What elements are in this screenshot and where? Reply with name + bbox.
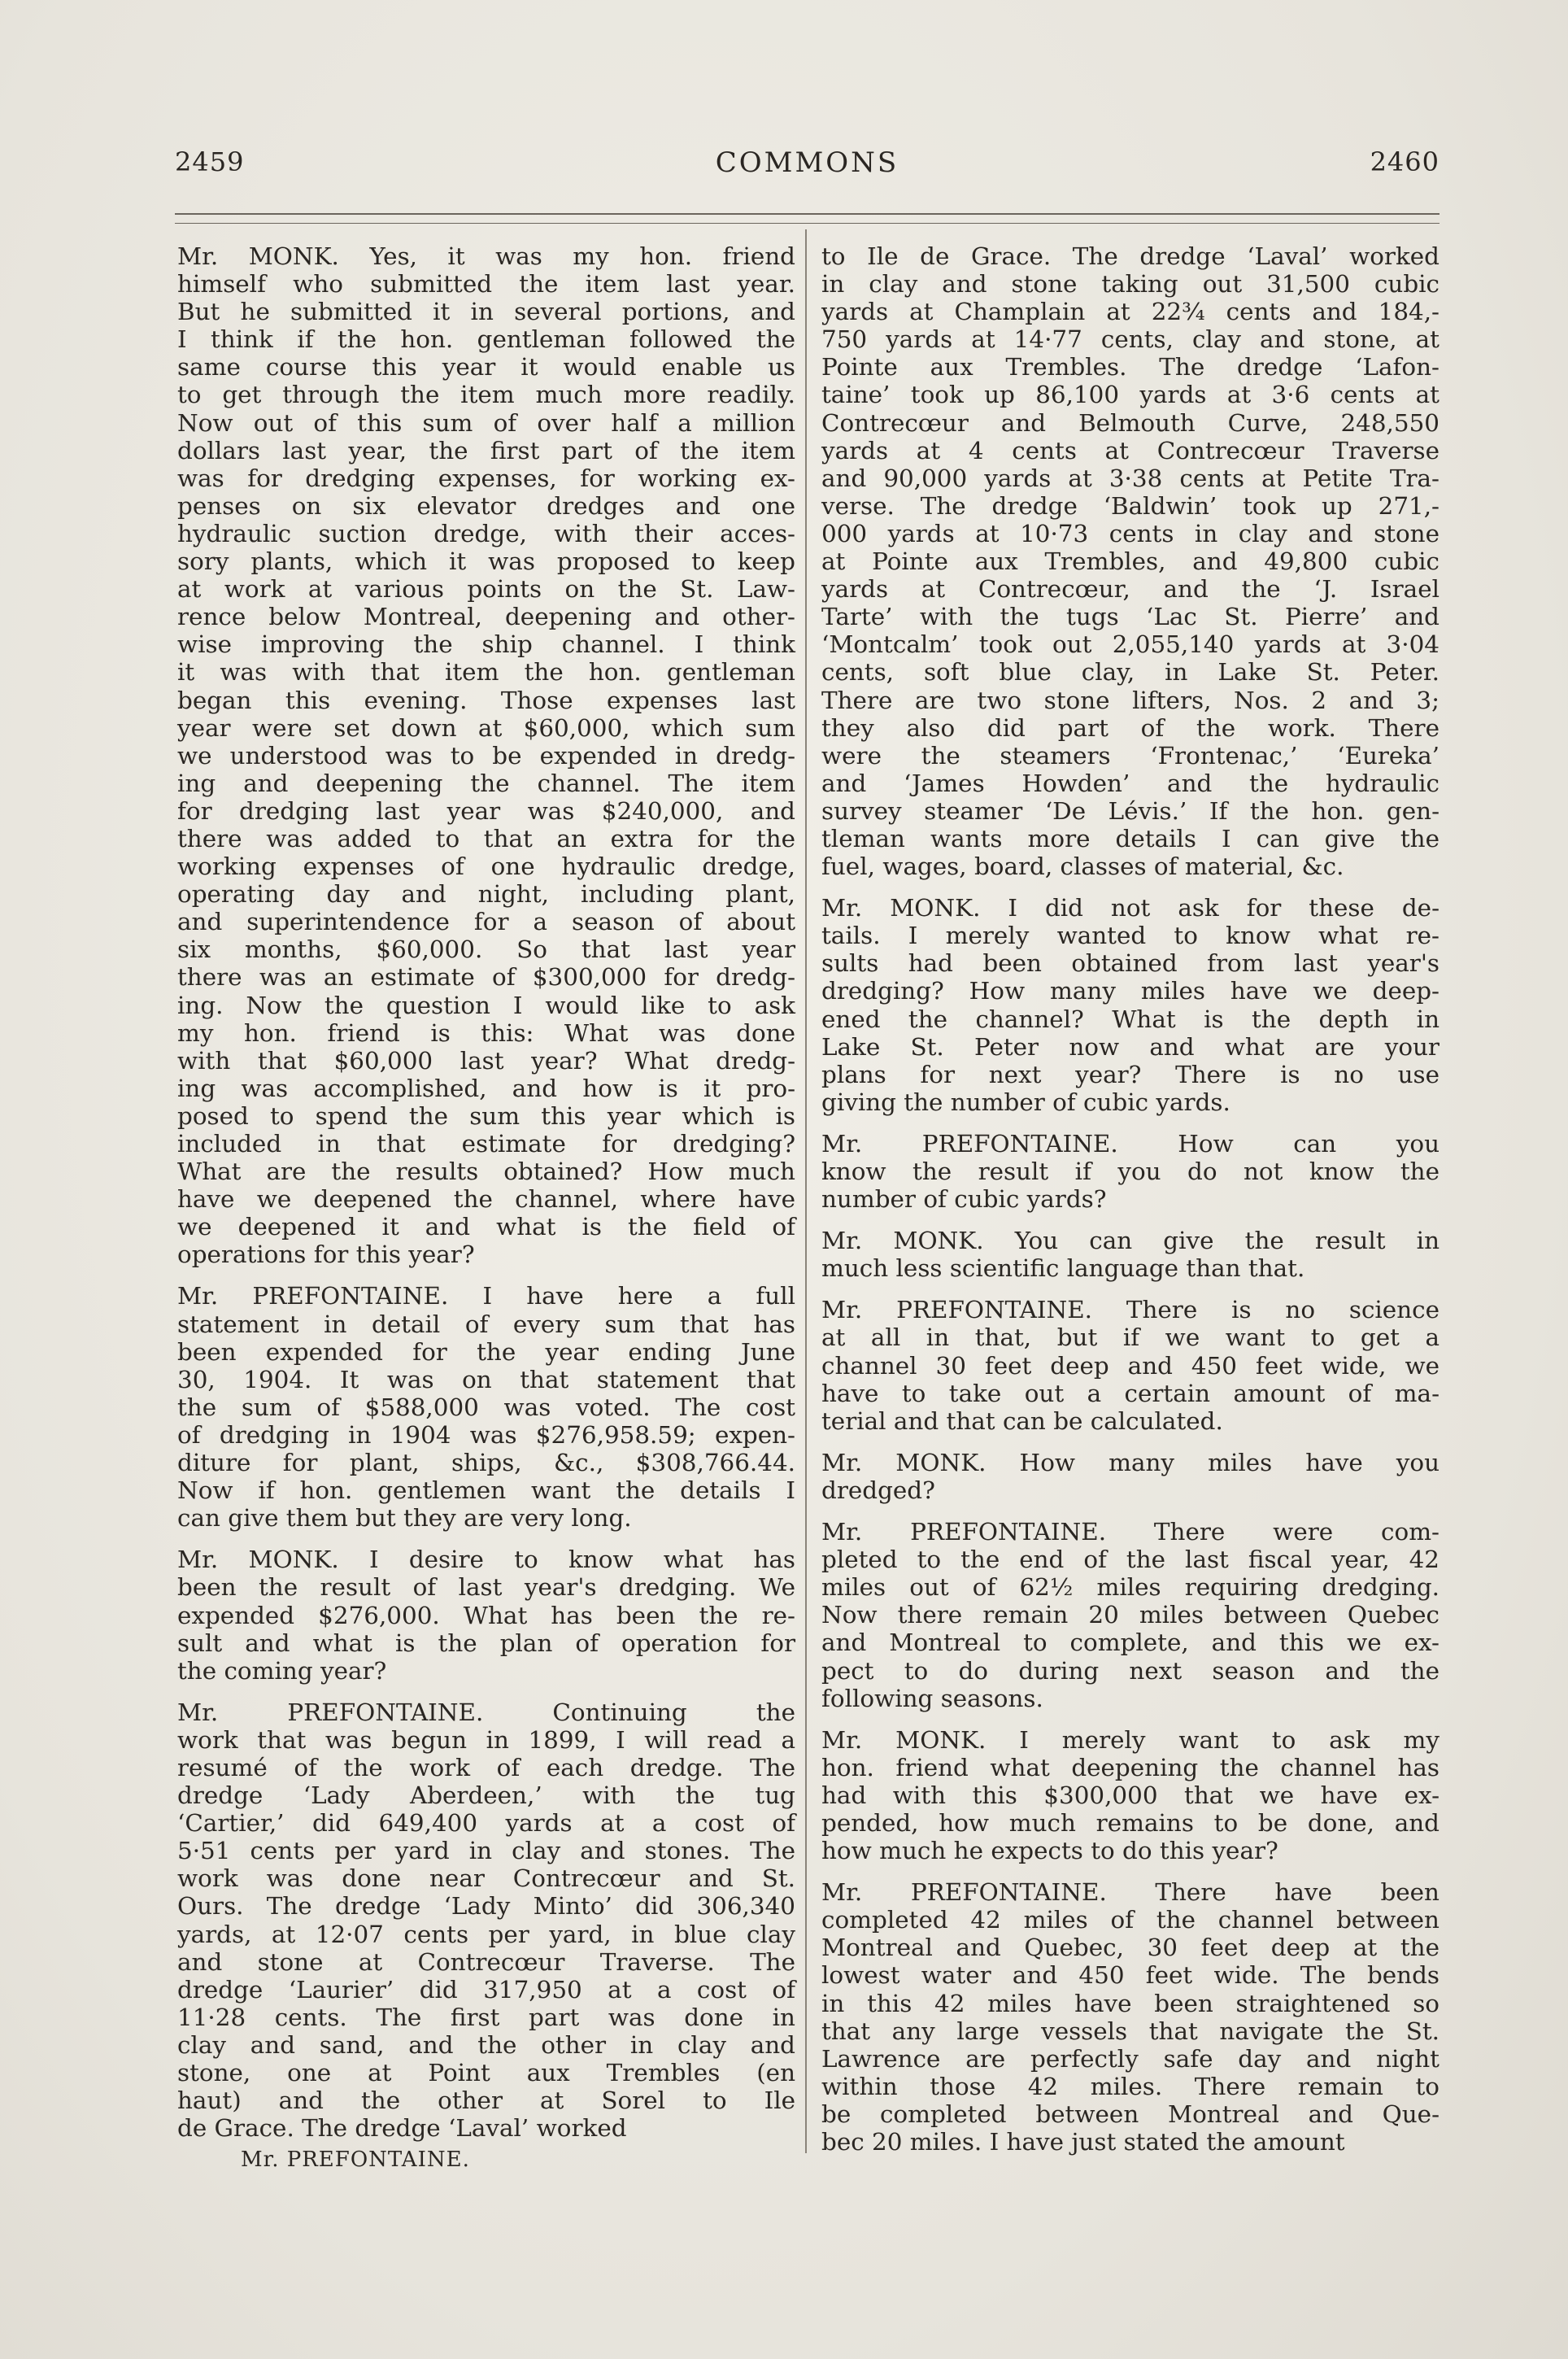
text-line: for dredging last year was $240,000, and xyxy=(177,796,795,825)
page-number-left: 2459 xyxy=(175,146,245,177)
paragraph xyxy=(821,1878,1440,2156)
text-line: Mr. PREFONTAINE. There were com- xyxy=(821,1518,1440,1546)
text-line: Montreal and Quebec, 30 feet deep at the xyxy=(821,1934,1440,1962)
text-line: Mr. PREFONTAINE. I have here a full xyxy=(177,1282,795,1310)
text-line: and 90,000 yards at 3·38 cents at Petite Tra- xyxy=(821,464,1440,492)
paragraph xyxy=(821,1726,1440,1864)
text-line: my hon. friend is this: What was done xyxy=(177,1018,795,1047)
text-line: verse. The dredge ‘Baldwin’ took up 271,- xyxy=(821,491,1440,520)
text-line: year were set down at $60,000, which sum xyxy=(177,713,795,742)
paragraph xyxy=(821,894,1440,1116)
paragraph xyxy=(177,242,795,1268)
column-divider xyxy=(805,229,807,2153)
text-line: were the steamers ‘Frontenac,’ ‘Eureka’ xyxy=(821,741,1440,770)
right-column xyxy=(821,242,1440,2156)
text-line: sults had been obtained from last year's xyxy=(821,949,1440,978)
paragraph-gap xyxy=(821,1213,1440,1227)
header-rule-top xyxy=(175,213,1440,215)
text-line: ‘Cartier,’ did 649,400 yards at a cost of xyxy=(177,1809,795,1838)
text-line: stone, one at Point aux Trembles (en xyxy=(177,2059,795,2086)
text-line: tails. I merely wanted to know what re- xyxy=(821,922,1440,950)
text-line: work that was begun in 1899, I will read a xyxy=(177,1725,795,1754)
text-line: giving the number of cubic yards. xyxy=(821,1088,1230,1116)
paragraph-gap xyxy=(177,1685,795,1698)
text-line: yards, at 12·07 cents per yard, in blue clay xyxy=(177,1920,795,1948)
text-line: have to take out a certain amount of ma- xyxy=(821,1379,1440,1407)
text-line: began this evening. Those expenses last xyxy=(177,686,795,714)
text-line: to Ile de Grace. The dredge ‘Laval’ worked xyxy=(821,242,1440,270)
text-line: Mr. MONK. Yes, it was my hon. friend xyxy=(177,242,795,270)
text-line: 750 yards at 14·77 cents, clay and stone, at xyxy=(821,325,1440,354)
text-line: following seasons. xyxy=(821,1684,1043,1712)
text-line: was for dredging expenses, for working ex- xyxy=(177,464,795,492)
text-line: at all in that, but if we want to get a xyxy=(821,1323,1440,1352)
text-line: at work at various points on the St. Law- xyxy=(177,575,795,604)
text-line: clay and sand, and the other in clay and xyxy=(177,2030,795,2059)
paragraph xyxy=(821,1296,1440,1434)
paragraph xyxy=(177,1282,795,1532)
text-line: lowest water and 450 feet wide. The bends xyxy=(821,1961,1440,1990)
text-line: bec 20 miles. I have just stated the amount xyxy=(821,2128,1345,2156)
text-line: Pointe aux Trembles. The dredge ‘Lafon- xyxy=(821,353,1440,382)
text-line: included in that estimate for dredging? xyxy=(177,1130,795,1158)
paragraph-gap xyxy=(821,880,1440,894)
header-rule-bottom xyxy=(175,223,1440,224)
text-line: expended $276,000. What has been the re- xyxy=(177,1601,795,1629)
paragraph-gap xyxy=(821,1435,1440,1449)
text-line: sory plants, which it was proposed to keep xyxy=(177,547,795,576)
paragraph xyxy=(821,1518,1440,1712)
paragraph-gap xyxy=(821,1712,1440,1726)
text-line: know the result if you do not know the xyxy=(821,1158,1440,1185)
text-line: channel 30 feet deep and 450 feet wide, we xyxy=(821,1351,1440,1380)
text-line: haut) and the other at Sorel to Ile xyxy=(177,2086,795,2115)
left-column xyxy=(177,242,795,2142)
text-line: with that $60,000 last year? What dredg- xyxy=(177,1046,795,1075)
text-line: Now out of this sum of over half a million xyxy=(177,408,795,437)
text-line: statement in detail of every sum that has xyxy=(177,1310,795,1338)
text-line: survey steamer ‘De Lévis.’ If the hon. gen- xyxy=(821,796,1440,825)
text-line: same course this year it would enable us xyxy=(177,353,795,382)
paragraph xyxy=(821,242,1440,880)
text-line: within those 42 miles. There remain to xyxy=(821,2072,1440,2100)
text-line: Mr. MONK. How many miles have you xyxy=(821,1448,1440,1476)
text-line: diture for plant, ships, &c., $308,766.44. xyxy=(177,1449,795,1477)
text-line: himself who submitted the item last year. xyxy=(177,270,795,299)
text-line: miles out of 62½ miles requiring dredging. xyxy=(821,1573,1440,1602)
text-line: Mr. MONK. I did not ask for these de- xyxy=(821,894,1440,922)
text-line: hydraulic suction dredge, with their acces- xyxy=(177,519,795,547)
text-line: resumé of the work of each dredge. The xyxy=(177,1753,795,1781)
text-line: we deepened it and what is the field of xyxy=(177,1213,795,1241)
text-line: There are two stone lifters, Nos. 2 and 3; xyxy=(821,686,1440,714)
text-line: pleted to the end of the last fiscal year, 42 xyxy=(821,1546,1440,1574)
text-line: Contrecœur and Belmouth Curve, 248,550 xyxy=(821,408,1440,437)
text-line: tleman wants more details I can give the xyxy=(821,824,1440,852)
text-line: of dredging in 1904 was $276,958.59; expen- xyxy=(177,1420,795,1449)
paragraph xyxy=(821,1449,1440,1504)
text-line: and stone at Contrecœur Traverse. The xyxy=(177,1947,795,1976)
text-line: ing and deepening the channel. The item xyxy=(177,769,795,797)
text-line: de Grace. The dredge ‘Laval’ worked xyxy=(177,2114,627,2143)
text-line: yards at Champlain at 22¾ cents and 184,- xyxy=(821,298,1440,326)
text-line: be completed between Montreal and Que- xyxy=(821,2100,1440,2128)
text-line: had with this $300,000 that we have ex- xyxy=(821,1781,1440,1809)
text-line: number of cubic yards? xyxy=(821,1185,1107,1214)
text-line: working expenses of one hydraulic dredge, xyxy=(177,852,795,881)
text-line: they also did part of the work. There xyxy=(821,713,1440,742)
page-title: COMMONS xyxy=(715,146,899,179)
text-line: Mr. PREFONTAINE. There have been xyxy=(821,1878,1440,1907)
text-line: sult and what is the plan of operation for xyxy=(177,1629,795,1657)
text-line: at Pointe aux Trembles, and 49,800 cubic xyxy=(821,547,1440,576)
text-line: dredged? xyxy=(821,1476,935,1504)
text-line: Lake St. Peter now and what are your xyxy=(821,1032,1440,1061)
text-line: how much he expects to do this year? xyxy=(821,1837,1278,1865)
text-line: much less scientific language than that. xyxy=(821,1254,1305,1283)
text-line: operating day and night, including plant, xyxy=(177,880,795,909)
text-line: fuel, wages, board, classes of material, &c. xyxy=(821,852,1344,881)
text-line: Lawrence are perfectly safe day and night xyxy=(821,2044,1440,2073)
text-line: dredge ‘Lady Aberdeen,’ with the tug xyxy=(177,1781,795,1810)
text-line: that any large vessels that navigate the St. xyxy=(821,2017,1440,2045)
text-line: rence below Montreal, deepening and other- xyxy=(177,603,795,631)
text-line: Mr. PREFONTAINE. How can you xyxy=(821,1129,1440,1158)
text-line: have we deepened the channel, where have xyxy=(177,1185,795,1214)
paragraph xyxy=(821,1130,1440,1213)
text-line: What are the results obtained? How much xyxy=(177,1158,795,1186)
page-header xyxy=(175,146,1440,187)
paragraph xyxy=(177,1546,795,1684)
text-line: 000 yards at 10·73 cents in clay and stone xyxy=(821,519,1440,547)
text-line: dredging? How many miles have we deep- xyxy=(821,977,1440,1005)
text-line: posed to spend the sum this year which is xyxy=(177,1101,795,1130)
paragraph-gap xyxy=(821,1116,1440,1130)
text-line: wise improving the ship channel. I think xyxy=(177,630,795,659)
text-line: in clay and stone taking out 31,500 cubic xyxy=(821,270,1440,299)
text-line: Ours. The dredge ‘Lady Minto’ did 306,340 xyxy=(177,1892,795,1921)
page-number-right: 2460 xyxy=(1370,146,1440,177)
text-line: and ‘James Howden’ and the hydraulic xyxy=(821,769,1440,797)
text-line: hon. friend what deepening the channel has xyxy=(821,1753,1440,1781)
paragraph-gap xyxy=(821,1504,1440,1518)
paragraph xyxy=(821,1227,1440,1282)
text-line: terial and that can be calculated. xyxy=(821,1406,1223,1435)
text-line: But he submitted it in several portions, and xyxy=(177,298,795,326)
text-line: we understood was to be expended in dredg- xyxy=(177,741,795,770)
text-line: Mr. PREFONTAINE. Continuing the xyxy=(177,1698,795,1726)
text-line: Mr. MONK. I merely want to ask my xyxy=(821,1725,1440,1754)
footer-speaker: Mr. PREFONTAINE. xyxy=(241,2148,470,2172)
text-line: there was added to that an extra for the xyxy=(177,824,795,852)
text-line: it was with that item the hon. gentleman xyxy=(177,658,795,687)
paragraph-gap xyxy=(177,1268,795,1282)
text-line: the coming year? xyxy=(177,1656,387,1685)
text-line: can give them but they are very long. xyxy=(177,1504,632,1533)
text-line: ‘Montcalm’ took out 2,055,140 yards at 3·04 xyxy=(821,630,1440,659)
text-line: completed 42 miles of the channel between xyxy=(821,1906,1440,1934)
paragraph-gap xyxy=(821,1864,1440,1878)
text-line: yards at 4 cents at Contrecœur Traverse xyxy=(821,436,1440,464)
text-line: plans for next year? There is no use xyxy=(821,1060,1440,1088)
text-line: in this 42 miles have been straightened so xyxy=(821,1989,1440,2017)
text-line: Mr. MONK. You can give the result in xyxy=(821,1227,1440,1255)
text-line: 5·51 cents per yard in clay and stones. The xyxy=(177,1837,795,1865)
text-line: work was done near Contrecœur and St. xyxy=(177,1864,795,1893)
text-line: taine’ took up 86,100 yards at 3·6 cents at xyxy=(821,381,1440,409)
paragraph-gap xyxy=(177,1532,795,1546)
text-line: Tarte’ with the tugs ‘Lac St. Pierre’ and xyxy=(821,603,1440,631)
text-line: the sum of $588,000 was voted. The cost xyxy=(177,1393,795,1421)
text-line: there was an estimate of $300,000 for dredg- xyxy=(177,963,795,992)
text-line: 11·28 cents. The first part was done in xyxy=(177,2003,795,2031)
text-line: ing. Now the question I would like to ask xyxy=(177,991,795,1019)
text-line: Mr. MONK. I desire to know what has xyxy=(177,1546,795,1574)
text-line: operations for this year? xyxy=(177,1241,475,1269)
text-line: been expended for the year ending June xyxy=(177,1337,795,1366)
paragraph xyxy=(177,1698,795,2143)
text-line: and Montreal to complete, and this we ex- xyxy=(821,1629,1440,1657)
text-line: ing was accomplished, and how is it pro- xyxy=(177,1074,795,1102)
paragraph-gap xyxy=(821,1282,1440,1296)
text-line: and superintendence for a season of about xyxy=(177,908,795,936)
text-line: pect to do during next season and the xyxy=(821,1656,1440,1685)
text-line: penses on six elevator dredges and one xyxy=(177,491,795,520)
text-line: to get through the item much more readily. xyxy=(177,381,795,409)
text-line: pended, how much remains to be done, and xyxy=(821,1808,1440,1837)
text-line: yards at Contrecœur, and the ‘J. Israel xyxy=(821,575,1440,604)
text-line: dollars last year, the first part of the item xyxy=(177,436,795,464)
text-line: Now if hon. gentlemen want the details I xyxy=(177,1476,795,1505)
text-line: 30, 1904. It was on that statement that xyxy=(177,1365,795,1393)
text-line: dredge ‘Laurier’ did 317,950 at a cost of xyxy=(177,1975,795,2004)
text-line: been the result of last year's dredging. We xyxy=(177,1573,795,1602)
text-line: Mr. PREFONTAINE. There is no science xyxy=(821,1296,1440,1324)
text-line: Now there remain 20 miles between Quebec xyxy=(821,1601,1440,1629)
text-line: six months, $60,000. So that last year xyxy=(177,935,795,964)
text-line: cents, soft blue clay, in Lake St. Peter. xyxy=(821,658,1440,687)
text-line: ened the channel? What is the depth in xyxy=(821,1005,1440,1033)
text-line: I think if the hon. gentleman followed the xyxy=(177,325,795,354)
